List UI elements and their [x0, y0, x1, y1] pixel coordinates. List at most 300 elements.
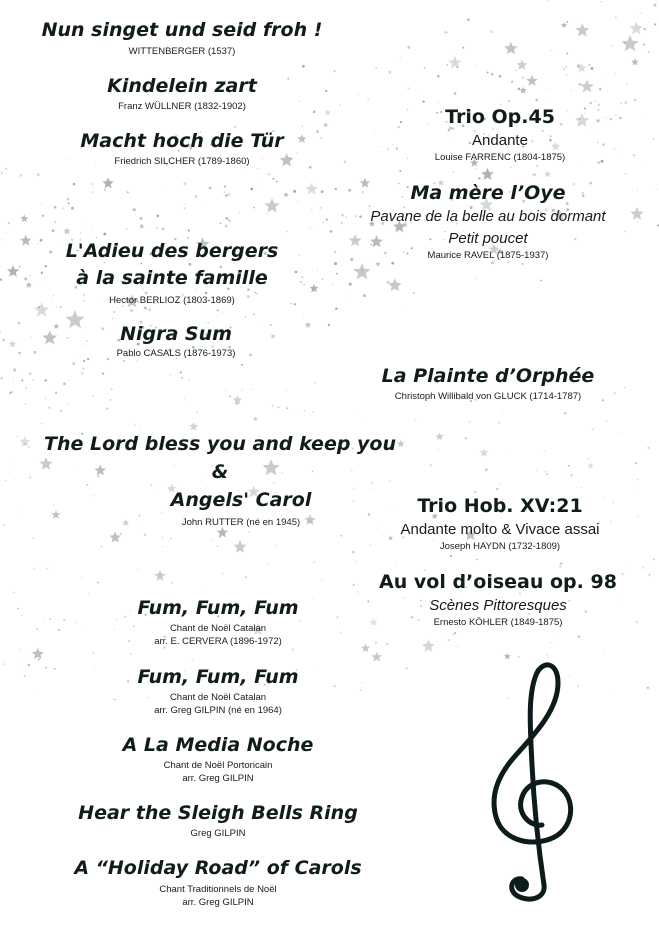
speckle-dot: [145, 307, 148, 310]
speckle-dot: [405, 305, 406, 306]
speckle-dot: [447, 64, 449, 66]
speckle-dot: [157, 215, 160, 218]
program-item: [338, 364, 638, 403]
speckle-dot: [391, 262, 394, 265]
speckle-dot: [654, 23, 656, 25]
speckle-dot: [0, 331, 1, 333]
speckle-dot: [267, 564, 268, 565]
speckle-dot: [641, 12, 642, 13]
speckle-dot: [181, 377, 183, 379]
speckle-dot: [346, 295, 347, 296]
speckle-dot: [591, 67, 594, 70]
speckle-dot: [250, 187, 253, 190]
speckle-dot: [103, 233, 106, 236]
speckle-dot: [12, 391, 13, 392]
speckle-dot: [478, 177, 481, 180]
speckle-dot: [592, 429, 594, 431]
speckle-dot: [162, 546, 163, 547]
arranger-credit: arr. Greg GILPIN (né en 1964): [154, 705, 282, 716]
star-icon: [110, 532, 121, 543]
speckle-dot: [209, 187, 212, 190]
speckle-dot: [585, 100, 586, 101]
speckle-dot: [465, 437, 467, 439]
piece-title: A “Holiday Road” of Carols: [74, 857, 362, 879]
speckle-dot: [430, 464, 432, 466]
star-icon: [253, 416, 258, 421]
speckle-dot: [278, 406, 280, 408]
star-icon: [481, 168, 494, 180]
speckle-dot: [5, 480, 6, 481]
movement-name: Andante: [472, 132, 528, 149]
star-icon: [448, 56, 461, 69]
speckle-dot: [313, 561, 315, 563]
speckle-dot: [224, 186, 226, 188]
speckle-dot: [135, 213, 136, 214]
speckle-dot: [603, 651, 604, 652]
speckle-dot: [229, 396, 231, 398]
piece-title: Macht hoch die Tür: [80, 130, 284, 152]
speckle-dot: [276, 181, 278, 183]
speckle-dot: [165, 188, 166, 189]
speckle-dot: [3, 339, 5, 341]
speckle-dot: [32, 537, 34, 539]
speckle-dot: [43, 620, 44, 621]
program-item: [350, 105, 650, 164]
speckle-dot: [228, 193, 231, 196]
speckle-dot: [130, 653, 132, 655]
speckle-dot: [546, 89, 547, 90]
speckle-dot: [298, 201, 299, 202]
speckle-dot: [20, 174, 23, 177]
speckle-dot: [566, 74, 567, 75]
speckle-dot: [515, 69, 517, 71]
speckle-dot: [120, 533, 122, 535]
speckle-dot: [51, 667, 52, 668]
speckle-dot: [91, 226, 92, 227]
program-item: [12, 238, 332, 307]
speckle-dot: [340, 535, 342, 537]
speckle-dot: [211, 539, 212, 540]
speckle-dot: [26, 386, 27, 387]
speckle-dot: [559, 566, 561, 568]
speckle-dot: [226, 390, 227, 391]
speckle-dot: [44, 379, 47, 382]
speckle-dot: [332, 284, 333, 285]
speckle-dot: [554, 639, 555, 640]
speckle-dot: [570, 90, 572, 92]
speckle-dot: [272, 178, 274, 180]
speckle-dot: [161, 536, 163, 538]
speckle-dot: [388, 71, 391, 74]
speckle-dot: [323, 221, 324, 222]
speckle-dot: [545, 99, 546, 100]
speckle-dot: [69, 379, 70, 380]
speckle-dot: [653, 559, 655, 561]
star-icon: [621, 35, 638, 51]
speckle-dot: [452, 633, 454, 635]
speckle-dot: [13, 382, 14, 383]
speckle-dot: [92, 395, 94, 397]
speckle-dot: [144, 534, 146, 536]
speckle-dot: [595, 101, 596, 102]
speckle-dot: [453, 171, 454, 172]
speckle-dot: [499, 483, 501, 485]
speckle-dot: [354, 409, 355, 410]
speckle-dot: [239, 212, 240, 213]
speckle-dot: [20, 649, 21, 650]
speckle-dot: [188, 229, 190, 231]
speckle-dot: [399, 170, 401, 172]
speckle-dot: [598, 568, 599, 569]
speckle-dot: [205, 590, 206, 591]
piece-title-line: The Lord bless you and keep you: [43, 433, 397, 455]
piece-title: Nigra Sum: [120, 323, 232, 345]
piece-title: A La Media Noche: [122, 734, 314, 756]
star-icon: [575, 23, 589, 36]
star-icon: [154, 570, 165, 581]
speckle-dot: [448, 639, 450, 641]
speckle-dot: [8, 222, 10, 224]
program-item: [350, 494, 650, 553]
speckle-dot: [7, 233, 8, 234]
speckle-dot: [647, 447, 649, 449]
program-item: [58, 801, 378, 840]
speckle-dot: [560, 563, 562, 565]
speckle-dot: [648, 51, 650, 53]
speckle-dot: [222, 572, 224, 574]
speckle-dot: [217, 309, 219, 311]
piece-title-line: L'Adieu des bergers: [65, 240, 279, 262]
speckle-dot: [499, 75, 501, 77]
speckle-dot: [126, 228, 127, 229]
star-icon: [480, 448, 489, 456]
speckle-dot: [73, 183, 76, 186]
speckle-dot: [564, 412, 566, 414]
arranger-credit: arr. E. CERVERA (1896-1972): [154, 636, 282, 647]
speckle-dot: [415, 420, 416, 421]
speckle-dot: [112, 318, 113, 319]
speckle-dot: [413, 292, 414, 293]
speckle-dot: [171, 582, 173, 584]
speckle-dot: [637, 479, 638, 480]
speckle-dot: [81, 577, 83, 579]
speckle-dot: [81, 233, 82, 234]
speckle-dot: [424, 67, 425, 68]
speckle-dot: [314, 382, 316, 384]
speckle-dot: [321, 190, 324, 193]
speckle-dot: [286, 407, 288, 409]
speckle-dot: [518, 88, 521, 91]
speckle-dot: [336, 273, 338, 275]
composer-credit: Pablo CASALS (1876-1973): [116, 348, 236, 359]
speckle-dot: [335, 307, 338, 310]
speckle-dot: [545, 471, 546, 472]
speckle-dot: [511, 167, 512, 168]
speckle-dot: [589, 102, 592, 105]
speckle-dot: [649, 578, 650, 579]
speckle-dot: [41, 203, 42, 204]
speckle-dot: [653, 138, 654, 139]
star-icon: [353, 263, 370, 279]
speckle-dot: [21, 379, 23, 381]
speckle-dot: [491, 262, 494, 265]
speckle-dot: [245, 576, 247, 578]
speckle-dot: [2, 239, 3, 240]
speckle-dot: [558, 165, 559, 166]
speckle-dot: [225, 225, 228, 228]
speckle-dot: [566, 53, 568, 55]
speckle-dot: [304, 410, 305, 411]
speckle-dot: [475, 65, 476, 66]
speckle-dot: [649, 574, 651, 576]
movement-name: Scènes Pittoresques: [429, 597, 567, 614]
speckle-dot: [21, 615, 22, 616]
speckle-dot: [25, 388, 26, 389]
piece-title: Ma mère l’Oye: [410, 182, 566, 204]
speckle-dot: [618, 433, 619, 434]
speckle-dot: [71, 207, 74, 210]
speckle-dot: [3, 524, 5, 526]
speckle-dot: [585, 430, 586, 431]
speckle-dot: [643, 44, 645, 46]
program-item: [58, 596, 378, 648]
speckle-dot: [13, 369, 16, 372]
speckle-dot: [334, 262, 337, 265]
speckle-dot: [624, 101, 627, 104]
speckle-dot: [522, 76, 525, 79]
star-icon: [577, 63, 587, 72]
composer-credit: Louise FARRENC (1804-1875): [434, 152, 566, 163]
piece-title: Fum, Fum, Fum: [137, 666, 299, 688]
star-icon: [139, 223, 145, 229]
speckle-dot: [3, 663, 5, 665]
speckle-dot: [100, 545, 102, 547]
star-icon: [102, 177, 114, 188]
star-icon: [631, 58, 639, 65]
speckle-dot: [562, 474, 563, 475]
speckle-dot: [1, 377, 3, 379]
speckle-dot: [184, 398, 185, 399]
speckle-dot: [268, 173, 270, 175]
speckle-dot: [601, 79, 602, 80]
speckle-dot: [1, 172, 2, 173]
speckle-dot: [0, 279, 2, 281]
speckle-dot: [241, 364, 243, 366]
speckle-dot: [82, 367, 84, 369]
speckle-dot: [18, 512, 19, 513]
speckle-dot: [601, 1, 602, 2]
piece-title: Trio Op.45: [445, 106, 555, 128]
star-icon: [580, 80, 594, 93]
speckle-dot: [137, 569, 139, 571]
speckle-dot: [275, 544, 277, 546]
speckle-dot: [474, 491, 476, 493]
speckle-dot: [422, 100, 424, 102]
speckle-dot: [41, 422, 43, 424]
speckle-dot: [291, 648, 293, 650]
composer-credit: Joseph HAYDN (1732-1809): [439, 541, 561, 552]
speckle-dot: [272, 405, 274, 407]
speckle-dot: [257, 168, 258, 169]
composer-credit: John RUTTER (né en 1945): [181, 517, 301, 528]
speckle-dot: [624, 568, 625, 569]
speckle-dot: [506, 454, 507, 455]
speckle-dot: [438, 102, 439, 103]
speckle-dot: [582, 78, 583, 79]
program-item: [22, 129, 342, 168]
composer-credit: Chant de Noël Portoricain: [163, 760, 273, 771]
speckle-dot: [72, 362, 75, 365]
speckle-dot: [313, 411, 314, 412]
star-icon: [504, 42, 517, 55]
speckle-dot: [130, 309, 133, 312]
composer-credit: Ernesto KÖHLER (1849-1875): [433, 617, 563, 628]
speckle-dot: [88, 593, 89, 594]
program-item: [338, 181, 638, 262]
speckle-dot: [405, 667, 407, 669]
speckle-dot: [318, 227, 319, 228]
speckle-dot: [110, 399, 112, 401]
composer-credit: Chant de Noël Catalan: [169, 623, 267, 634]
piece-title: Trio Hob. XV:21: [417, 495, 583, 517]
speckle-dot: [37, 628, 39, 630]
speckle-dot: [335, 188, 337, 190]
speckle-dot: [550, 642, 551, 643]
composer-credit: Christoph Willibald von GLUCK (1714-1787): [394, 391, 582, 402]
star-icon: [517, 59, 528, 69]
speckle-dot: [536, 470, 538, 472]
speckle-dot: [311, 209, 312, 210]
speckle-dot: [490, 31, 493, 34]
composer-credit: Chant Traditionnels de Noël: [159, 884, 277, 895]
speckle-dot: [363, 294, 366, 297]
speckle-dot: [111, 388, 113, 390]
speckle-dot: [55, 392, 57, 394]
star-icon: [183, 182, 187, 186]
speckle-dot: [320, 207, 322, 209]
speckle-dot: [249, 531, 250, 532]
speckle-dot: [222, 312, 223, 313]
star-icon: [526, 75, 538, 86]
speckle-dot: [13, 591, 15, 593]
speckle-dot: [81, 372, 84, 375]
star-icon: [561, 22, 567, 28]
speckle-dot: [563, 68, 566, 71]
speckle-dot: [38, 658, 40, 660]
speckle-dot: [387, 281, 390, 284]
speckle-dot: [63, 382, 66, 385]
piece-title-line: à la sainte famille: [76, 267, 268, 289]
speckle-dot: [446, 32, 448, 34]
speckle-dot: [485, 469, 487, 471]
speckle-dot: [476, 559, 478, 561]
speckle-dot: [67, 403, 68, 404]
speckle-dot: [656, 189, 657, 190]
speckle-dot: [611, 45, 612, 46]
program-item: [348, 570, 648, 629]
speckle-dot: [54, 668, 56, 670]
speckle-dot: [107, 393, 108, 394]
star-icon: [305, 183, 317, 195]
speckle-dot: [467, 18, 470, 21]
speckle-dot: [538, 98, 539, 99]
speckle-dot: [45, 667, 47, 669]
speckle-dot: [570, 474, 572, 476]
speckle-dot: [245, 316, 246, 317]
star-icon: [422, 640, 435, 652]
star-icon: [587, 463, 594, 469]
speckle-dot: [647, 687, 649, 689]
speckle-dot: [228, 219, 231, 222]
speckle-dot: [614, 689, 615, 690]
speckle-dot: [184, 207, 185, 208]
piece-title-line: Angels' Carol: [170, 489, 312, 511]
speckle-dot: [204, 206, 205, 207]
composer-credit: Maurice RAVEL (1875-1937): [427, 250, 549, 261]
star-icon: [388, 278, 402, 291]
speckle-dot: [114, 311, 116, 313]
star-icon: [376, 261, 381, 266]
piece-title: La Plainte d’Orphée: [381, 365, 595, 387]
speckle-dot: [457, 646, 459, 648]
speckle-dot: [180, 371, 182, 373]
star-icon: [32, 648, 44, 659]
program-item: [16, 322, 336, 360]
speckle-dot: [599, 88, 601, 90]
speckle-dot: [640, 8, 641, 9]
program-item: [58, 665, 378, 717]
speckle-dot: [12, 378, 13, 379]
star-icon: [283, 192, 288, 197]
speckle-dot: [225, 217, 228, 220]
speckle-dot: [32, 695, 33, 696]
arranger-credit: arr. Greg GILPIN: [182, 897, 254, 908]
speckle-dot: [310, 227, 311, 228]
speckle-dot: [87, 223, 88, 224]
speckle-dot: [579, 83, 582, 86]
speckle-dot: [364, 423, 365, 424]
movement-name: Andante molto & Vivace assai: [400, 521, 600, 538]
speckle-dot: [615, 17, 616, 18]
speckle-dot: [536, 165, 538, 167]
speckle-dot: [535, 99, 537, 101]
speckle-dot: [466, 630, 467, 631]
speckle-dot: [102, 372, 104, 374]
speckle-dot: [551, 50, 552, 51]
speckle-dot: [97, 581, 99, 583]
speckle-dot: [437, 75, 439, 77]
piece-title-line: &: [211, 461, 229, 483]
speckle-dot: [360, 652, 361, 653]
speckle-dot: [196, 412, 198, 414]
speckle-dot: [140, 217, 143, 220]
speckle-dot: [475, 168, 476, 169]
speckle-dot: [581, 487, 582, 488]
speckle-dot: [252, 389, 253, 390]
speckle-dot: [566, 21, 568, 23]
speckle-dot: [42, 215, 44, 217]
speckle-dot: [223, 191, 225, 193]
star-icon: [544, 171, 551, 178]
speckle-dot: [654, 4, 657, 7]
star-icon: [264, 198, 279, 213]
speckle-dot: [344, 160, 347, 163]
speckle-dot: [217, 545, 219, 547]
speckle-dot: [565, 66, 567, 68]
speckle-dot: [491, 73, 493, 75]
speckle-dot: [47, 567, 49, 569]
speckle-dot: [642, 567, 643, 568]
